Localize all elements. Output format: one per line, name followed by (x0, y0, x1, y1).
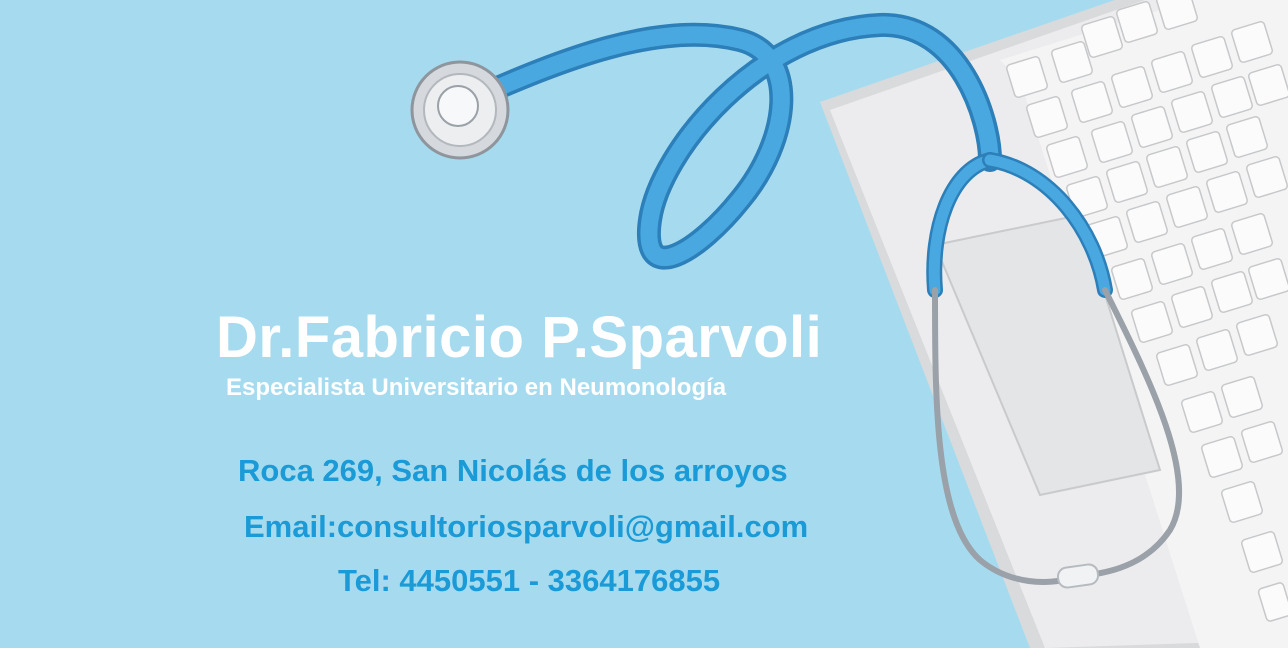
doctor-name: Dr.Fabricio P.Sparvoli (216, 305, 823, 370)
contact-phone[interactable]: Tel: 4450551 - 3364176855 (338, 563, 721, 598)
office-address: Roca 269, San Nicolás de los arroyos (238, 453, 788, 488)
contact-email[interactable]: Email:consultoriosparvoli@gmail.com (244, 509, 809, 544)
doctor-specialty: Especialista Universitario en Neumonología (226, 374, 727, 401)
